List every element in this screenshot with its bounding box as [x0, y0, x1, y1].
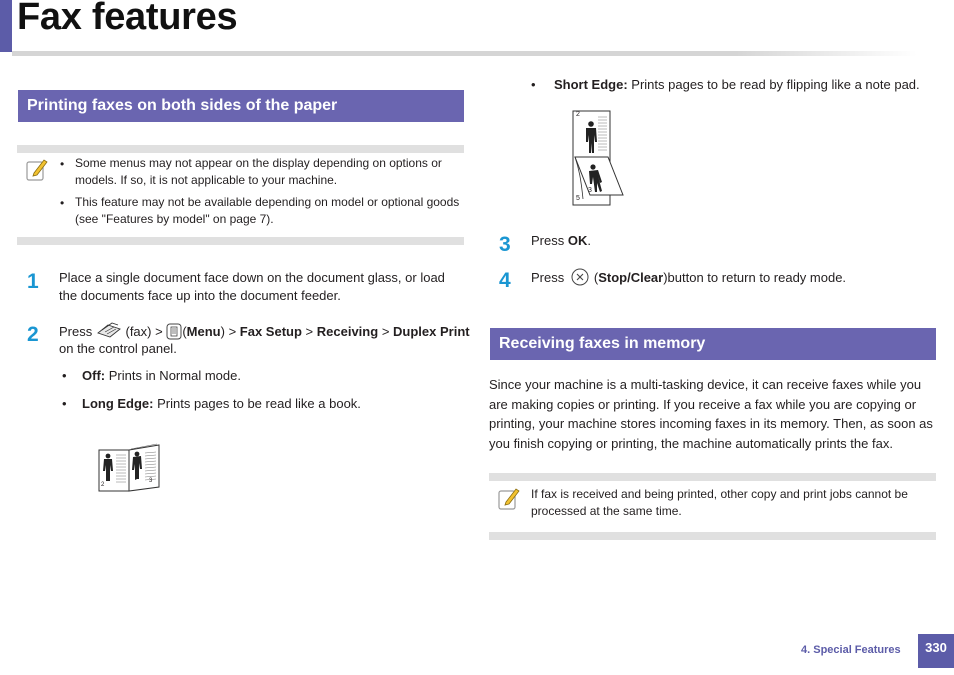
step-number: 4: [499, 269, 511, 292]
step-number: 3: [499, 233, 511, 256]
path-separator: >: [381, 324, 390, 339]
note-box-duplex: [17, 145, 464, 245]
step-number: 1: [27, 270, 39, 293]
option-bullet-dot: •: [62, 396, 67, 411]
fax-icon: [96, 321, 122, 339]
note-item: This feature may not be available depending on model or optional goods (see "Features by model" on page 7).: [75, 195, 460, 226]
stop-clear-icon: [571, 268, 589, 286]
footer-section: 4. Special Features: [801, 644, 901, 656]
page-label: 3: [588, 187, 592, 194]
step-text-fax: (fax) >: [125, 324, 163, 339]
option-label: Short Edge:: [554, 77, 628, 92]
step-text: [531, 268, 846, 287]
title-divider: [12, 51, 917, 56]
note-box-memory: [489, 473, 936, 540]
note-item: If fax is received and being printed, other copy and print jobs cannot be processed at the same time.: [531, 487, 908, 518]
duplex-print-label: Duplex Print: [393, 324, 470, 339]
note-bullet-dot: •: [60, 196, 65, 210]
page-number-underline: [918, 665, 954, 668]
menu-label: Menu: [186, 324, 221, 339]
step-text-end: .: [587, 233, 591, 248]
step-text-press: Press: [531, 233, 565, 248]
option-text: Prints pages to be read by flipping like a note pad.: [631, 77, 920, 92]
page-label: 5: [576, 195, 580, 202]
note-top-rule: [17, 145, 464, 153]
option-bullet-dot: •: [62, 368, 67, 383]
long-edge-illustration: [97, 443, 163, 493]
option-off: [82, 367, 241, 385]
step-text: [59, 321, 469, 341]
note-pencil-icon: [26, 158, 48, 182]
page-number: 330: [918, 634, 954, 666]
option-long-edge: [82, 395, 361, 413]
step-number: 2: [27, 323, 39, 346]
page-label: 3: [149, 478, 153, 484]
step-text-rest: )button to return to ready mode.: [663, 270, 847, 285]
menu-paren-close: ) >: [220, 324, 237, 339]
note-top-rule: [489, 473, 936, 481]
menu-icon: [166, 323, 182, 340]
option-short-edge: [554, 76, 920, 94]
step-text-press: Press: [531, 270, 565, 285]
step-text-press: Press: [59, 324, 93, 339]
option-label: Long Edge:: [82, 396, 154, 411]
ok-label: OK: [567, 233, 588, 248]
menu-paren-open: (: [182, 324, 187, 339]
receiving-label: Receiving: [316, 324, 379, 339]
step-text-tail: on the control panel.: [59, 341, 177, 356]
step-text: Place a single document face down on the document glass, or load the documents face up into the document feeder.: [59, 270, 445, 303]
section-header-duplex: Printing faxes on both sides of the paper: [18, 90, 464, 122]
note-bottom-rule: [489, 532, 936, 540]
title-accent-bar: [0, 0, 12, 52]
fax-setup-label: Fax Setup: [239, 324, 302, 339]
note-bullet-dot: •: [60, 157, 65, 171]
note-bottom-rule: [17, 237, 464, 245]
short-edge-illustration: [571, 109, 627, 207]
page-label: 2: [576, 111, 580, 118]
paren-open: (: [593, 270, 599, 285]
option-label: Off:: [82, 368, 106, 383]
option-text: Prints in Normal mode.: [108, 368, 241, 383]
section-paragraph: Since your machine is a multi-tasking device, it can receive faxes while you are making copies or printing. If you receive a fax while you are copying or printing, your machine stores incoming faxes in its memory. Then, as soon as you finish copying or printing, the machine automatically prints the fax.: [489, 377, 933, 451]
path-separator: >: [305, 324, 314, 339]
section-header-memory: Receiving faxes in memory: [490, 328, 936, 360]
option-bullet-dot: •: [531, 77, 536, 92]
page-label: 2: [101, 482, 105, 488]
note-pencil-icon: [498, 487, 520, 511]
stop-clear-label: Stop/Clear: [598, 270, 664, 285]
option-text: Prints pages to be read like a book.: [157, 396, 361, 411]
step-text: [531, 232, 591, 250]
note-item: Some menus may not appear on the display depending on options or models. If so, it is not applicable to your machine.: [75, 156, 442, 187]
page-title: Fax features: [17, 0, 238, 38]
